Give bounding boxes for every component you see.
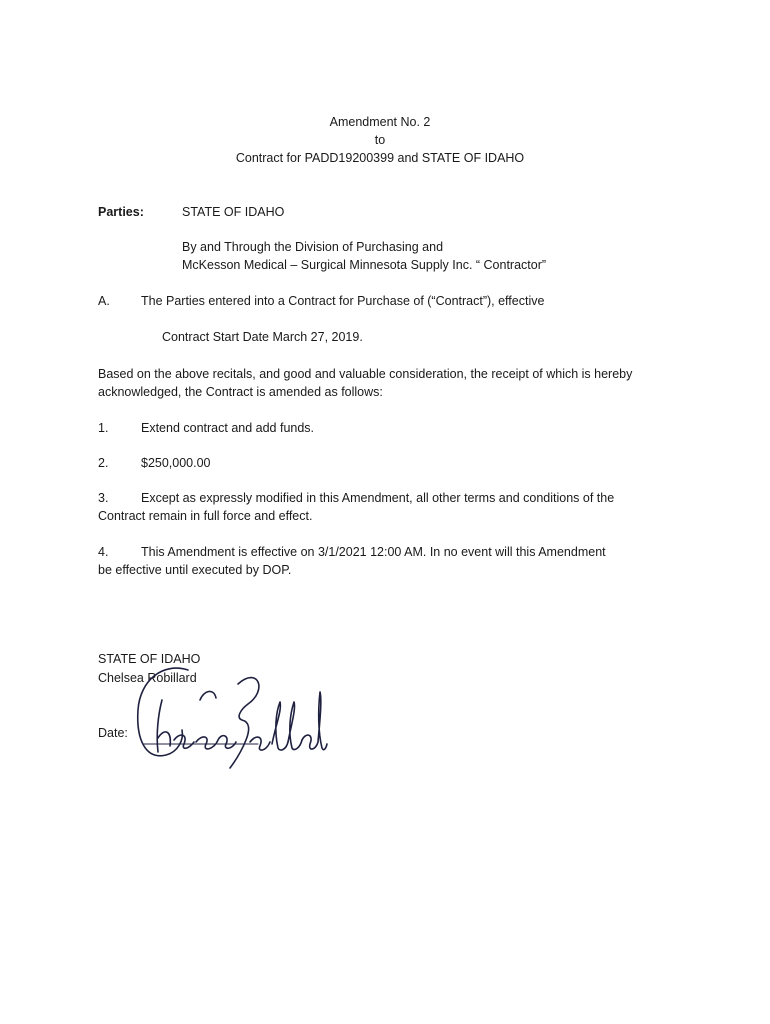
parties-state: STATE OF IDAHO [182, 205, 285, 219]
signatory-name: Chelsea Robillard [98, 671, 197, 685]
item-4-text-line-1: This Amendment is effective on 3/1/2021 12:00 AM. In no event will this Amendment [141, 545, 606, 559]
parties-label: Parties: [98, 205, 144, 219]
section-a-text: The Parties entered into a Contract for Purchase of (“Contract”), effective [141, 294, 545, 308]
item-3-number: 3. [98, 491, 109, 505]
signature-entity: STATE OF IDAHO [98, 652, 201, 666]
amendment-title: Amendment No. 2 [329, 115, 431, 129]
section-a-letter: A. [98, 294, 110, 308]
contract-start-date: Contract Start Date March 27, 2019. [162, 330, 363, 344]
recitals-paragraph: Based on the above recitals, and good and valuable consideration, the receipt of which is hereby acknowledged, the Contract is amended as follows: [98, 367, 633, 399]
item-3-text-line-2: Contract remain in full force and effect. [98, 509, 313, 523]
item-2-amount: $250,000.00 [141, 456, 211, 470]
item-1-number: 1. [98, 421, 109, 435]
date-label: Date: [98, 726, 128, 740]
contract-title: Contract for PADD19200399 and STATE OF IDAHO [235, 151, 525, 165]
amendment-to: to [374, 133, 386, 147]
item-2-number: 2. [98, 456, 109, 470]
item-1-text: Extend contract and add funds. [141, 421, 315, 435]
parties-line-1: By and Through the Division of Purchasing and [182, 240, 444, 254]
item-4-text-line-2: be effective until executed by DOP. [98, 563, 292, 577]
handwritten-signature [118, 660, 328, 770]
item-3-text-line-1: Except as expressly modified in this Amendment, all other terms and conditions of the [141, 491, 615, 505]
item-4-number: 4. [98, 545, 109, 559]
parties-line-2: McKesson Medical – Surgical Minnesota Supply Inc. “ Contractor” [182, 258, 547, 272]
